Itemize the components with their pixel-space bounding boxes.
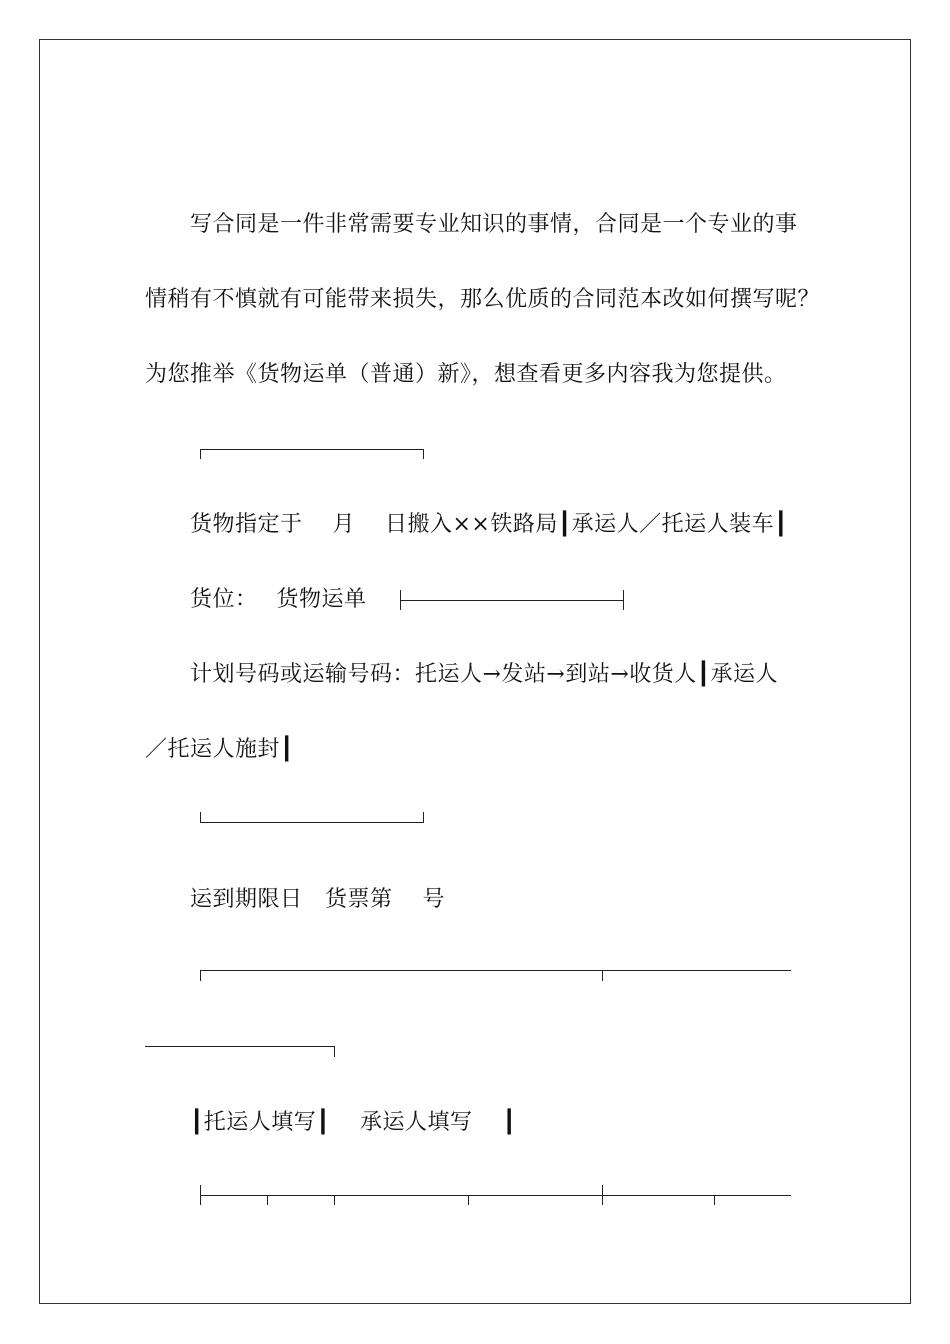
cargo-position-line: 货位： 货物运单	[190, 587, 367, 612]
intro-line-2: 情稍有不慎就有可能带来损失，那么优质的合同范本改如何撰写呢？	[145, 287, 821, 312]
deadline-line: 运到期限日 货票第 号	[190, 887, 445, 912]
fill-header-line: ┃托运人填写┃ 承运人填写 ┃	[190, 1110, 517, 1135]
plan-number-line: 计划号码或运输号码：托运人→发站→到站→收货人┃承运人	[190, 662, 779, 687]
plan-number-line-continued: ／托运人施封┃	[145, 737, 294, 762]
intro-line-3: 为您推举《货物运单（普通）新》，想查看更多内容我为您提供。	[145, 362, 787, 387]
intro-line-1: 写合同是一件非常需要专业知识的事情，合同是一个专业的事	[190, 212, 798, 237]
designated-line: 货物指定于 月 日搬入××铁路局┃承运人／托运人装车┃	[190, 512, 788, 537]
